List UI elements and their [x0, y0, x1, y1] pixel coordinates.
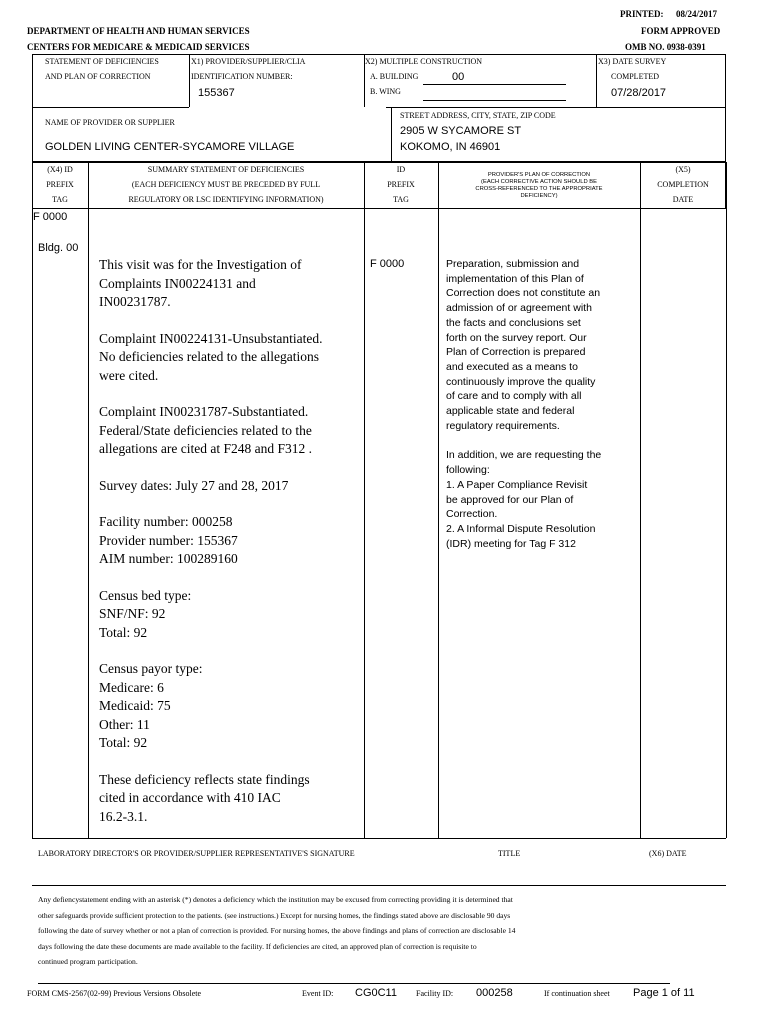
printed-date: 08/24/2017: [676, 9, 718, 19]
x4-header: (X4) ID: [47, 165, 73, 174]
event-id-label: Event ID:: [302, 989, 334, 998]
x2-label: X2) MULTIPLE CONSTRUCTION: [365, 57, 483, 66]
text-line: forth on the survey report. Our: [446, 331, 587, 344]
column-border: [32, 162, 33, 838]
provider-name: GOLDEN LIVING CENTER-SYCAMORE VILLAGE: [45, 141, 295, 153]
building-underline: [423, 84, 566, 85]
signature-label: LABORATORY DIRECTOR'S OR PROVIDER/SUPPLIER REPRESENTATIVE'S SIGNATURE: [38, 849, 355, 858]
signature-divider: [32, 885, 726, 886]
text-line: No deficiencies related to the allegations: [99, 349, 320, 364]
wing-label: B. WING: [370, 87, 401, 96]
text-line: Survey dates: July 27 and 28, 2017: [99, 477, 289, 493]
wing-underline: [423, 100, 566, 101]
text-line: continuously improve the quality: [446, 375, 596, 388]
paragraph: [99, 513, 361, 569]
plan-header: PROVIDER'S PLAN OF CORRECTION: [487, 172, 591, 178]
address-line-2: KOKOMO, IN 46901: [400, 141, 501, 153]
text-line: be approved for our Plan of: [446, 493, 574, 506]
text-line: following:: [446, 464, 490, 477]
divider: [386, 107, 726, 108]
text-line: In addition, we are requesting the: [446, 449, 602, 462]
facility-id-label: Facility ID:: [416, 989, 454, 998]
facility-id-value: 000258: [476, 987, 513, 999]
text-line: the facts and conclusions set: [446, 316, 581, 329]
text-line: (IDR) meeting for Tag F 312: [446, 537, 576, 550]
printed-label: PRINTED:: [620, 9, 664, 19]
date-label: (X6) DATE: [649, 849, 687, 858]
text-line: Preparation, submission and: [446, 258, 580, 270]
plan-header-4: DEFICIENCY): [520, 193, 558, 199]
summary-header-2: (EACH DEFICIENCY MUST BE PRECEDED BY FULL: [131, 180, 321, 189]
text-line: Medicare: 6: [99, 679, 164, 695]
title-label: TITLE: [498, 849, 521, 858]
column-border: [640, 162, 641, 838]
text-line: admission of or agreement with: [446, 302, 592, 315]
disclaimer-text: [38, 892, 728, 970]
text-line: allegations are cited at F248 and F312 .: [99, 441, 312, 456]
text-line: 16.2-3.1.: [99, 808, 148, 824]
right-prefix-tag: F 0000: [370, 258, 405, 270]
text-line: Other: 11: [99, 716, 150, 732]
summary-statement: [99, 256, 361, 826]
paragraph: [446, 448, 638, 551]
form-number: FORM CMS-2567(02-99) Previous Versions Obsolete: [27, 989, 202, 998]
paragraph: [99, 771, 361, 827]
text-line: Provider number: 155367: [99, 532, 238, 548]
paragraph: [99, 477, 361, 496]
x3-label-2: COMPLETED: [611, 72, 659, 81]
text-line: and executed as a means to: [446, 360, 578, 373]
divider: [189, 54, 190, 107]
building-label: A. BUILDING: [370, 72, 419, 81]
text-line: This visit was for the Investigation of: [99, 257, 302, 272]
text-line: Plan of Correction is prepared: [446, 346, 586, 359]
text-line: IN00231787.: [99, 294, 171, 309]
id-header-3: TAG: [393, 195, 409, 204]
text-line: applicable state and federal: [446, 405, 575, 418]
column-border: [726, 162, 727, 838]
x5-header-2: COMPLETION: [657, 180, 709, 189]
text-line: Facility number: 000258: [99, 514, 233, 529]
divider: [32, 107, 189, 108]
text-line: Medicaid: 75: [99, 698, 171, 713]
disclaimer-line: continued program participation.: [38, 957, 138, 966]
event-id-value: CG0C11: [355, 987, 397, 999]
text-line: implementation of this Plan of: [446, 272, 584, 285]
paragraph: [99, 330, 361, 386]
paragraph: [99, 587, 361, 643]
survey-date-value: 07/28/2017: [611, 87, 667, 99]
text-line: Complaints IN00224131 and: [99, 275, 256, 291]
dept-name: DEPARTMENT OF HEALTH AND HUMAN SERVICES: [27, 26, 250, 36]
form-approved: FORM APPROVED: [641, 26, 721, 36]
body-bottom-border: [32, 838, 726, 839]
text-line: These deficiency reflects state findings: [99, 771, 310, 787]
text-line: Correction does not constitute an: [446, 287, 601, 300]
text-line: were cited.: [99, 367, 159, 383]
text-line: Complaint IN00224131-Unsubstantiated.: [99, 330, 323, 346]
omb-number: OMB NO. 0938-0391: [625, 42, 706, 52]
page-number: Page 1 of 11: [633, 987, 695, 999]
plan-of-correction: [446, 257, 638, 551]
paragraph: [99, 256, 361, 312]
text-line: SNF/NF: 92: [99, 606, 166, 621]
x4-header-3: TAG: [52, 195, 68, 204]
column-border: [88, 162, 89, 838]
summary-header: SUMMARY STATEMENT OF DEFICIENCIES: [147, 165, 305, 174]
x1-label: X1) PROVIDER/SUPPLIER/CLIA: [191, 57, 306, 66]
text-line: Total: 92: [99, 624, 148, 640]
text-line: 1. A Paper Compliance Revisit: [446, 478, 588, 491]
divider: [391, 107, 392, 162]
column-border: [364, 162, 365, 838]
text-line: 2. A Informal Dispute Resolution: [446, 522, 596, 535]
footer-divider: [38, 983, 670, 984]
building-tag: Bldg. 00: [38, 242, 79, 254]
text-line: Census payor type:: [99, 661, 203, 676]
paragraph: [446, 257, 638, 433]
disclaimer-line: following the date of survey whether or not a plan of correction is provided. For nursing homes, the above findings and plans of correction are disclosable 14: [38, 926, 516, 935]
id-header: ID: [396, 165, 406, 174]
text-line: regulatory requirements.: [446, 419, 560, 432]
provider-id-value: 155367: [198, 87, 235, 99]
x5-header-3: DATE: [672, 195, 694, 204]
disclaimer-line: Any defiencystatement ending with an asterisk (*) denotes a deficiency which the institution may be excused from correcting providing it is determined that: [38, 895, 513, 904]
text-line: Complaint IN00231787-Substantiated.: [99, 404, 309, 419]
text-line: Correction.: [446, 508, 498, 521]
plan-header-3: CROSS-REFERENCED TO THE APPROPRIATE: [475, 186, 603, 192]
x3-label: X3) DATE SURVEY: [598, 57, 667, 66]
building-value: 00: [452, 71, 465, 83]
divider: [596, 54, 597, 107]
continuation-label: If continuation sheet: [544, 989, 610, 998]
text-line: Federal/State deficiencies related to the: [99, 422, 312, 438]
x1-label-2: IDENTIFICATION NUMBER:: [191, 72, 293, 81]
paragraph: [99, 660, 361, 753]
x5-header: (X5): [675, 165, 691, 174]
id-header-2: PREFIX: [387, 180, 415, 189]
centers-name: CENTERS FOR MEDICARE & MEDICAID SERVICES: [27, 42, 250, 52]
summary-header-3: REGULATORY OR LSC IDENTIFYING INFORMATION): [128, 195, 324, 204]
text-line: of care and to comply with all: [446, 390, 582, 403]
text-line: Total: 92: [99, 735, 148, 750]
left-prefix-tag: F 0000: [33, 211, 68, 223]
text-line: AIM number: 100289160: [99, 551, 238, 566]
text-line: Census bed type:: [99, 587, 192, 603]
statement-label-2: AND PLAN OF CORRECTION: [45, 72, 151, 81]
plan-header-2: (EACH CORRECTIVE ACTION SHOULD BE: [481, 179, 597, 185]
paragraph: [99, 403, 361, 459]
x4-header-2: PREFIX: [46, 180, 74, 189]
disclaimer-line: days following the date these documents are made available to the facility. If deficiencies are cited, an approved plan of correction is requisite to: [38, 941, 477, 951]
column-border: [438, 162, 439, 838]
text-line: cited in accordance with 410 IAC: [99, 790, 281, 805]
disclaimer-line: other safeguards provide sufficient protection to the patients. (see instructions.) Except for nursing homes, the findings stated above are disclosable 90 days: [38, 910, 511, 920]
statement-label: STATEMENT OF DEFICIENCIES: [45, 57, 159, 66]
provider-name-label: NAME OF PROVIDER OR SUPPLIER: [45, 118, 175, 127]
address-label: STREET ADDRESS, CITY, STATE, ZIP CODE: [400, 111, 556, 120]
address-line-1: 2905 W SYCAMORE ST: [400, 125, 522, 137]
